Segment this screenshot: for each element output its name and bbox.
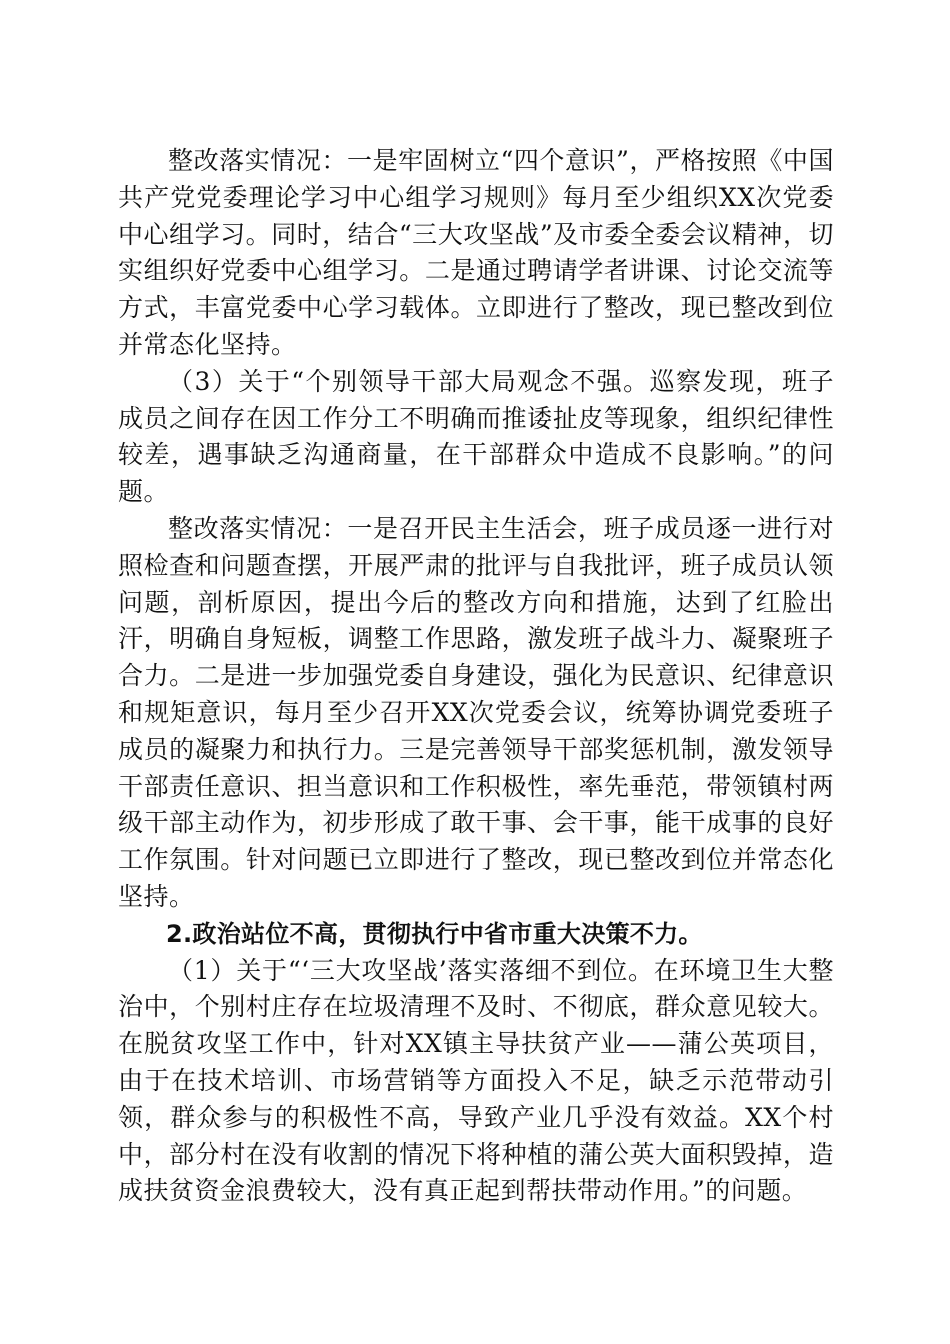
document-body	[118, 143, 834, 1210]
paragraph-issue-3: （3）关于“个别领导干部大局观念不强。巡察发现，班子成员之间存在因工作分工不明确而推诿扯皮等现象，组织纪律性较差，遇事缺乏沟通商量，在干部群众中造成不良影响。”的问题。	[118, 366, 834, 507]
paragraph-issue-1: （1）关于“‘三大攻坚战’落实落细不到位。在环境卫生大整治中，个别村庄存在垃圾清理不及时、不彻底，群众意见较大。在脱贫攻坚工作中，针对XX镇主导扶贫产业——蒲公英项目，由于在技术培训、市场营销等方面投入不足，缺乏示范带动引领，群众参与的积极性不高，导致产业几乎没有效益。XX个村中，部分村在没有收割的情况下将种植的蒲公英大面积毁掉，造成扶贫资金浪费较大，没有真正起到帮扶带动作用。”的问题。	[118, 955, 834, 1206]
section-heading-2: 2.政治站位不高，贯彻执行中省市重大决策不力。	[166, 919, 703, 948]
paragraph-rectification-team: 整改落实情况：一是召开民主生活会，班子成员逐一进行对照检查和问题查摆，开展严肃的批评与自我批评，班子成员认领问题，剖析原因，提出今后的整改方向和措施，达到了红脸出汗，明确自身短板，调整工作思路，激发班子战斗力、凝聚班子合力。二是进一步加强党委自身建设，强化为民意识、纪律意识和规矩意识，每月至少召开XX次党委会议，统筹协调党委班子成员的凝聚力和执行力。三是完善领导干部奖惩机制，激发领导干部责任意识、担当意识和工作积极性，率先垂范，带领镇村两级干部主动作为，初步形成了敢干事、会干事，能干成事的良好工作氛围。针对问题已立即进行了整改，现已整改到位并常态化坚持。	[118, 513, 834, 911]
paragraph-rectification-study: 整改落实情况：一是牢固树立“四个意识”，严格按照《中国共产党党委理论学习中心组学习规则》每月至少组织XX次党委中心组学习。同时，结合“三大攻坚战”及市委全委会议精神，切实组织好党委中心组学习。二是通过聘请学者讲课、讨论交流等方式，丰富党委中心学习载体。立即进行了整改，现已整改到位并常态化坚持。	[118, 146, 834, 359]
